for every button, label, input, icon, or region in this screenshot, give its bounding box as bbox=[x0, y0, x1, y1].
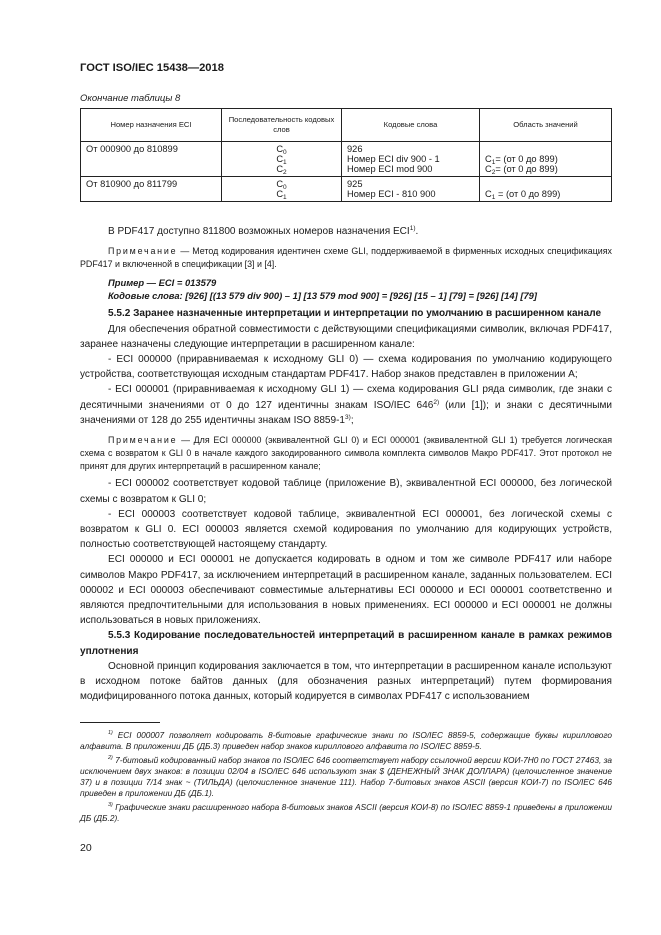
example-line: Кодовые слова: [926] [(13 579 div 900) – 1] [13 579 mod 900] = [926] [15 – 1] [79] = [926] [14] [79] bbox=[108, 289, 538, 301]
table-cell bbox=[222, 142, 342, 177]
section-heading-5-5-2: 5.5.2 Заранее назначенные интерпретации и интерпретации по умолчанию в расширенном канале bbox=[108, 308, 602, 320]
col-header-eci-number: Номер назначения ECI bbox=[81, 109, 222, 142]
table-cell bbox=[342, 177, 480, 202]
table-caption: Окончание таблицы 8 bbox=[80, 93, 181, 104]
document-header: ГОСТ ISO/IEC 15438—2018 bbox=[80, 62, 224, 74]
table-cell bbox=[222, 177, 342, 202]
paragraph: - ECI 000001 (приравниваемая к исходному GLI 1) — схема кодирования GLI ряда символик, где знаки с десятичными значениями от 0 до 127 идентичны знакам ISO/IEC 646$^{2)}$ (или [1]); и знаки с десятичными значениями от 128 до 255 идентичны знакам ISO 8859-1$^{3)}$; bbox=[80, 384, 612, 426]
cell-line: 925 bbox=[347, 179, 363, 189]
table-cell: От 000900 до 810899 bbox=[81, 142, 222, 177]
table-header-row bbox=[81, 109, 612, 142]
codeword-c1: $C_1$ bbox=[276, 189, 287, 201]
table-row bbox=[81, 177, 612, 202]
table-row bbox=[81, 142, 612, 177]
footnote-separator bbox=[80, 722, 160, 723]
table-cell bbox=[342, 142, 480, 177]
example-line: Пример — ECI = 013579 bbox=[108, 276, 217, 288]
note-label: Примечание bbox=[108, 435, 178, 446]
codeword-c2: $C_2$ bbox=[276, 164, 287, 176]
cell-line: $C_1= (от$ 0 до 899) bbox=[485, 154, 558, 166]
cell-line: Номер ECI - 810 900 bbox=[347, 189, 436, 199]
paragraph: Основной принцип кодирования заключается в том, что интерпретации в расширенном канале используют в исходном потоке байтов данных (для обозначения разных интерпретаций) путем формирования модифицированного потока данных, который кодируется в символах PDF417 с использованием bbox=[80, 660, 612, 703]
note-label: Примечание bbox=[108, 246, 178, 257]
cell-line: Номер ECI mod 900 bbox=[347, 164, 433, 174]
footnotes bbox=[80, 730, 612, 827]
footnote: $^{2)}$ 7-битовый кодированный набор знаков по ISO/IEC 646 соответствует набору ссылочной версии КОИ-7Н0 по ГОСТ 27463, за исключением двух знаков: в позиции 02/04 в ISO/IEC 646 используют знак $ (ДЕНЕЖНЫЙ ЗНАК ДОЛЛАРА) (целочисленное значение 37) и в позиции 7/14 знак ~ (ТИЛЬДА) (целочисленное значение 111). Набор 7-битовых знаков ASCII (версия КОИ-7) по ISO/IEC 646 приведен в приложении ДБ (ДБ.1). bbox=[80, 755, 612, 798]
paragraph: - ECI 000003 соответствует кодовой таблице, эквивалентной ECI 000001, без логической схемы с возвратом к GLI 0. ECI 000003 является схемой кодирования по умолчанию для кодирующих устройств, полностью соответствующей настоящему стандарту. bbox=[80, 508, 612, 551]
footnote: $^{1)}$ ECI 000007 позволяет кодировать 8-битовые графические знаки по ISO/IEC 8859-5, содержащие буквы кириллового алфавита. В приложении ДБ (ДБ.3) приведен набор знаков кириллового алфавита по ISO/IEC 8859-5. bbox=[80, 730, 613, 751]
paragraph: ECI 000000 и ECI 000001 не допускается кодировать в одном и том же символе PDF417 или наборе символов Макро PDF417, за исключением интерпретаций в расширенном канале, заданных пользователем. ECI 000002 и ECI 000003 обеспечивают совместимые альтернативы ECI 000000 и ECI 000001 соответственно и являются предпочтительными для использования в новых применениях. ECI 000000 и ECI 000001 не должны использоваться в новых приложениях. bbox=[80, 554, 612, 627]
paragraph: В PDF417 доступно 811800 возможных номеров назначения ECI$^{1)}$. bbox=[108, 225, 419, 237]
paragraph: Для обеспечения обратной совместимости с действующими спецификациями символик, включая PDF417, заранее назначены следующие интерпретации в расширенном канале: bbox=[80, 323, 612, 350]
section-heading-5-5-3: 5.5.3 Кодирование последовательностей интерпретаций в расширенном канале в рамках режимов уплотнения bbox=[80, 630, 612, 657]
cell-line: $C_2= (от$ 0 до 899) bbox=[485, 164, 558, 176]
footnote: $^{3)}$ Графические знаки расширенного набора 8-битовых знаков ASCII (версия КОИ-8) по ISO/IEC 8859-1 приведены в приложении ДБ (ДБ.2). bbox=[80, 802, 612, 823]
eci-table bbox=[80, 108, 612, 202]
note: Примечание — Для ECI 000000 (эквивалентной GLI 0) и ECI 000001 (эквивалентной GLI 1) требуется логическая схема с возвратом к GLI 0 в начале каждого закодированного символа комплекта символов Макро PDF417. Этот протокол не принят для других интерпретаций в расширенном канале; bbox=[80, 435, 612, 471]
table-cell bbox=[480, 142, 612, 177]
codeword-c0: $C_0$ bbox=[276, 179, 287, 191]
col-header-codeword-sequence: Последовательность кодовых слов bbox=[222, 109, 342, 142]
col-header-codewords: Кодовые слова bbox=[342, 109, 480, 142]
cell-line: 926 bbox=[347, 144, 363, 154]
page-number: 20 bbox=[80, 842, 92, 854]
body-text bbox=[80, 224, 612, 704]
paragraph: - ECI 000002 соответствует кодовой таблице (приложение В), эквивалентной ECI 000000, без логической схемы с возвратом к GLI 0; bbox=[80, 478, 612, 505]
table-cell bbox=[480, 177, 612, 202]
codeword-c1: $C_1$ bbox=[276, 154, 287, 166]
table-cell: От 810900 до 811799 bbox=[81, 177, 222, 202]
paragraph: - ECI 000000 (приравниваемая к исходному GLI 0) — схема кодирования по умолчанию кодирующего устройства, соответствующая исходным стандартам PDF417. Набор знаков представлен в приложении А; bbox=[80, 354, 612, 381]
note: Примечание — Метод кодирования идентичен схеме GLI, поддерживаемой в фирменных исходных спецификациях PDF417 и включенной в спецификации [3] и [4]. bbox=[80, 246, 612, 269]
col-header-value-range: Область значений bbox=[480, 109, 612, 142]
codeword-c0: $C_0$ bbox=[276, 144, 287, 156]
cell-line: $C_1 = (от$ 0 до 899) bbox=[485, 189, 561, 201]
cell-line: Номер ECI div 900 - 1 bbox=[347, 154, 440, 164]
